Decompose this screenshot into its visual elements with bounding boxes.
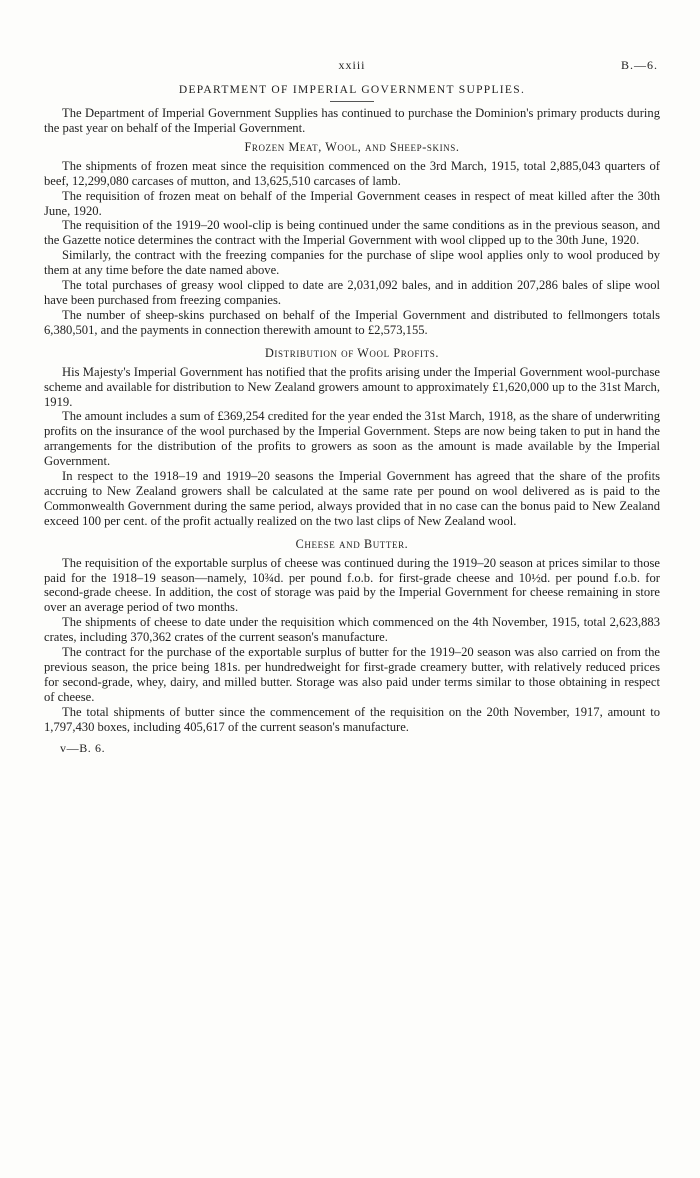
intro-paragraph: The Department of Imperial Government Supplies has continued to purchase the Dominion's primary products during the past year on behalf of the Imperial Government. xyxy=(44,106,660,135)
title-rule xyxy=(330,101,374,102)
paragraph: The contract for the purchase of the exportable surplus of butter for the 1919–20 season was also carried on from the previous season, the price being 181s. per hundredweight for first-grade creamery butter, with relatively reduced prices for second-grade, whey, dairy, and milled butter. Storage was also paid under terms similar to those obtaining in respect of cheese. xyxy=(44,645,660,704)
paragraph: The amount includes a sum of £369,254 credited for the year ended the 31st March, 1918, as the share of underwriting profits on the insurance of the wool purchased by the Imperial Government. Steps are now being taken to put in hand the arrangements for the distribution of the profits to growers as soon as the amount is made available by the Imperial Government. xyxy=(44,409,660,469)
page-number: xxiii xyxy=(338,58,366,72)
department-title: DEPARTMENT OF IMPERIAL GOVERNMENT SUPPLIES. xyxy=(178,84,526,96)
paragraph: Similarly, the contract with the freezing companies for the purchase of slipe wool applies only to wool produced by them at any time before the date named above. xyxy=(44,248,660,278)
signature-mark: v—B. 6. xyxy=(60,740,106,755)
paragraph: The requisition of the exportable surplus of cheese was continued during the 1919–20 season at prices similar to those paid for the 1918–19 season—namely, 10¾d. per pound f.o.b. for first-grade cheese and 10½d. per pound f.o.b. for second-grade cheese. In addition, the cost of storage was paid by the Imperial Government for cheese remaining in store over an average period of two months. xyxy=(44,555,660,615)
document-page xyxy=(0,58,700,1178)
section-title-cheese-butter: Cheese and Butter. xyxy=(295,536,409,551)
paragraph: The total shipments of butter since the commencement of the requisition on the 20th November, 1917, amount to 1,797,430 boxes, including 405,617 of the current season's manufacture. xyxy=(44,704,660,734)
running-head xyxy=(44,58,660,78)
paragraph: The requisition of frozen meat on behalf of the Imperial Government ceases in respect of meat killed after the 30th June, 1920. xyxy=(44,188,660,218)
paragraph: The requisition of the 1919–20 wool-clip is being continued under the same conditions as in the previous season, and the Gazette notice determines the contract with the Imperial Government with wool clipped up to the 30th June, 1920. xyxy=(44,218,660,248)
section-title-frozen-meat: Frozen Meat, Wool, and Sheep-skins. xyxy=(244,139,460,154)
paragraph: The shipments of cheese to date under the requisition which commenced on the 4th November, 1915, total 2,623,883 crates, including 370,362 crates of the current season's manufacture. xyxy=(44,615,660,645)
report-reference: B.—6. xyxy=(620,58,658,72)
paragraph: The number of sheep-skins purchased on behalf of the Imperial Government and distributed to fellmongers totals 6,380,501, and the payments in connection therewith amount to £2,573,155. xyxy=(44,307,660,337)
paragraph: His Majesty's Imperial Government has notified that the profits arising under the Imperial Government wool-purchase scheme and available for distribution to New Zealand growers amount to approximately £1,620,000 up to the 31st March, 1919. xyxy=(44,364,660,409)
paragraph: The shipments of frozen meat since the requisition commenced on the 3rd March, 1915, total 2,885,043 quarters of beef, 12,299,080 carcases of mutton, and 13,625,510 carcases of lamb. xyxy=(44,158,660,188)
section-title-wool-profits: Distribution of Wool Profits. xyxy=(265,345,439,360)
paragraph: In respect to the 1918–19 and 1919–20 seasons the Imperial Government has agreed that the share of the profits accruing to New Zealand growers shall be calculated at the same rate per pound on wool delivered as is paid to the Commonwealth Government during the same period, always provided that in no case can the bonus paid to New Zealand exceed 100 per cent. of the profit actually realized on the two last clips of New Zealand wool. xyxy=(44,469,660,528)
paragraph: The total purchases of greasy wool clipped to date are 2,031,092 bales, and in addition 207,286 bales of slipe wool have been purchased from freezing companies. xyxy=(44,278,660,307)
